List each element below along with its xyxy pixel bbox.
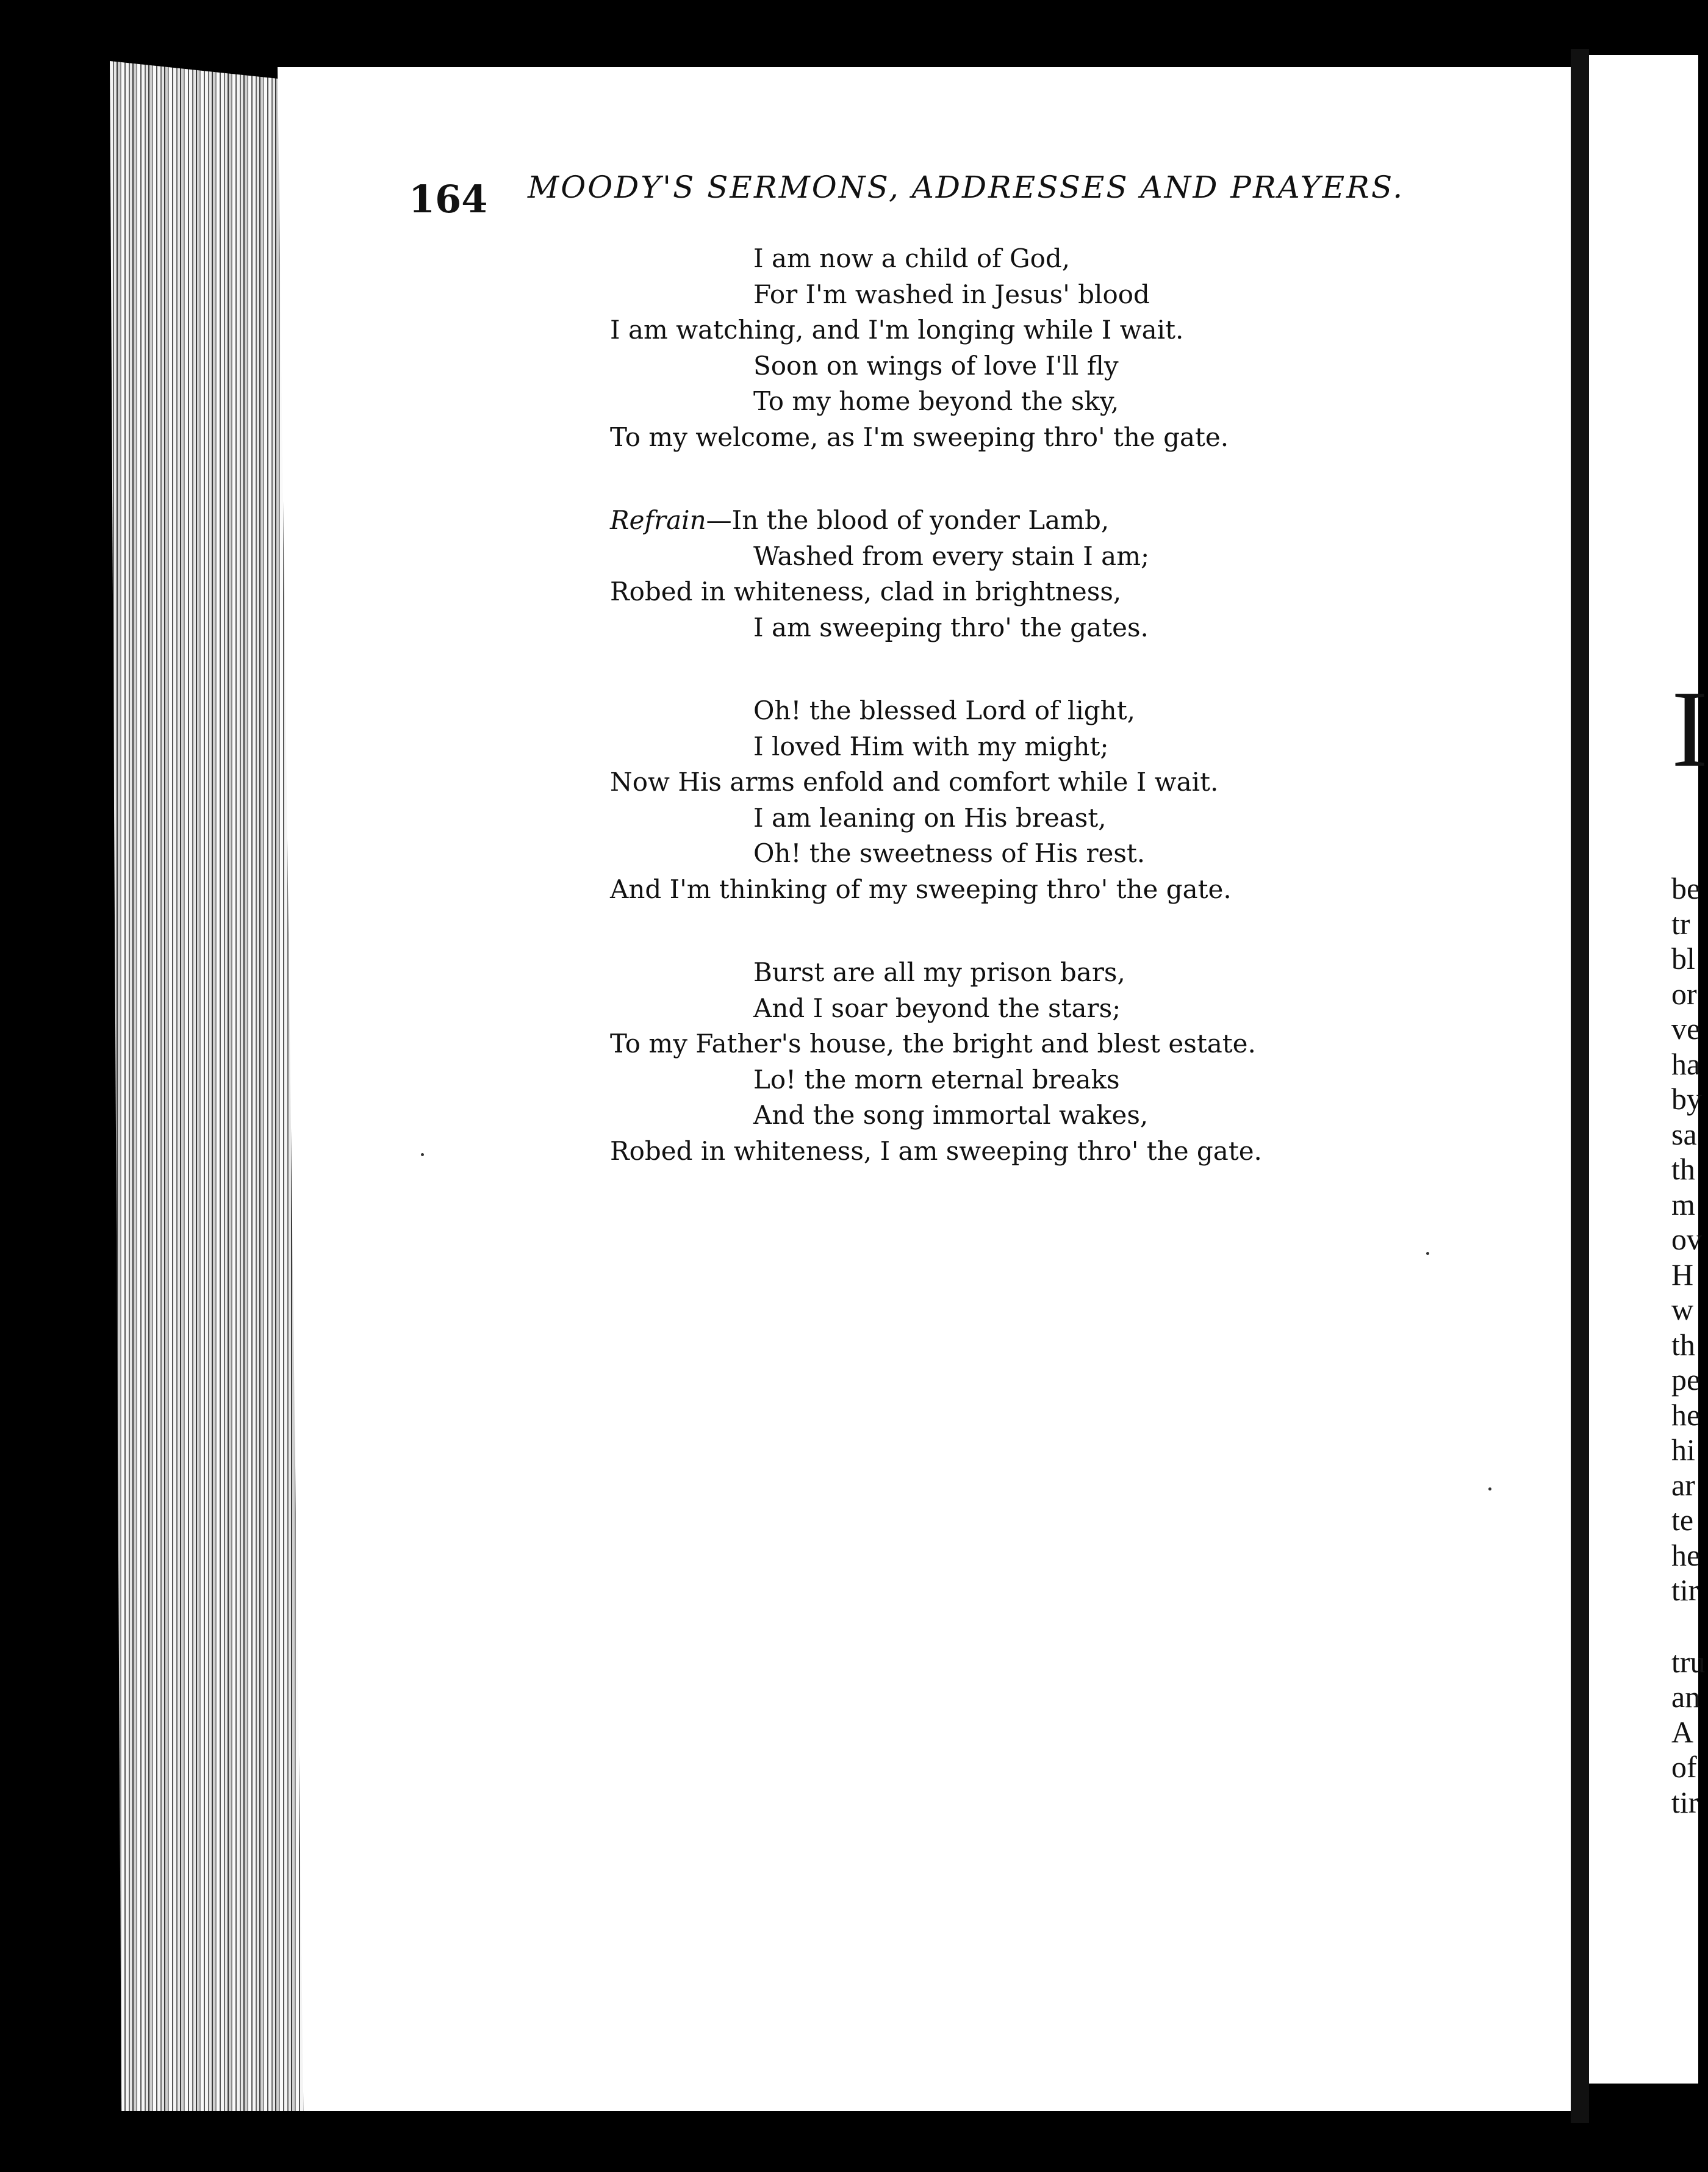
right-page-fragment: be: [1671, 871, 1701, 905]
right-page-fragment: ov: [1671, 1222, 1702, 1256]
poem-line: For I'm washed in Jesus' blood: [753, 279, 1150, 309]
right-page-fragment: m: [1671, 1187, 1695, 1221]
poem-line: Washed from every stain I am;: [753, 541, 1150, 571]
poem-line-text: —In the blood of yonder Lamb,: [706, 505, 1110, 535]
poem-line: To my home beyond the sky,: [753, 386, 1119, 416]
poem-line: I am now a child of God,: [753, 243, 1071, 273]
poem-line: I am watching, and I'm longing while I wait.: [610, 315, 1184, 345]
right-page-fragment: an: [1671, 1680, 1701, 1714]
poem-line: To my welcome, as I'm sweeping thro' the gate.: [610, 422, 1229, 452]
right-page-fragment: tir: [1671, 1785, 1699, 1819]
page-number: 164: [409, 177, 488, 221]
right-page-fragment: tru: [1671, 1644, 1706, 1679]
right-page-fragment: ar: [1671, 1467, 1695, 1502]
stanza: [610, 693, 1403, 907]
right-page-fragment: tir: [1671, 1573, 1699, 1607]
right-page: [1589, 55, 1708, 2084]
right-page-fragment: he: [1671, 1397, 1701, 1432]
hymn-text: [610, 241, 1403, 1217]
right-page-fragment: pe: [1671, 1362, 1701, 1397]
right-page-fragment: hi: [1671, 1433, 1695, 1467]
stanza: [610, 955, 1403, 1169]
right-page-fragment: or: [1671, 976, 1697, 1011]
poem-line: Oh! the sweetness of His rest.: [753, 838, 1146, 868]
poem-line: Oh! the blessed Lord of light,: [753, 696, 1135, 725]
poem-line: I am leaning on His breast,: [753, 802, 1107, 833]
poem-line: Lo! the morn eternal breaks: [753, 1064, 1120, 1095]
poem-line: To my Father's house, the bright and blest estate.: [610, 1029, 1256, 1059]
scan-speck: [1426, 1252, 1429, 1255]
right-page-fragment: te: [1671, 1503, 1694, 1537]
book-gutter: [1571, 49, 1589, 2123]
poem-line: Robed in whiteness, I am sweeping thro' the gate.: [610, 1135, 1262, 1166]
stanza: [610, 241, 1403, 455]
poem-line: [610, 503, 1403, 539]
right-page-fragment: w: [1671, 1292, 1694, 1326]
refrain-label: Refrain: [610, 505, 706, 535]
right-page-fragment: he: [1671, 1537, 1701, 1572]
poem-line: Soon on wings of love I'll fly: [753, 350, 1119, 381]
poem-line: Robed in whiteness, clad in brightness,: [610, 577, 1122, 606]
running-head: MOODY'S SERMONS, ADDRESSES AND PRAYERS.: [528, 170, 1405, 205]
right-page-fragment: th: [1671, 1327, 1695, 1362]
poem-line: I loved Him with my might;: [753, 731, 1109, 761]
poem-line: Burst are all my prison bars,: [753, 957, 1125, 987]
right-page-fragment: of: [1671, 1750, 1697, 1784]
drop-cap-letter: I: [1671, 668, 1708, 789]
page-edges: [110, 61, 305, 2111]
poem-line: And I soar beyond the stars;: [753, 993, 1121, 1023]
right-page-fragment: ha: [1671, 1046, 1701, 1081]
right-page-fragment: sa: [1671, 1117, 1697, 1151]
poem-line: Now His arms enfold and comfort while I wait.: [610, 767, 1219, 797]
poem-line: And the song immortal wakes,: [753, 1100, 1149, 1130]
poem-line: I am sweeping thro' the gates.: [753, 612, 1149, 642]
scan-speck: [421, 1153, 424, 1156]
paragraph-gap: [1671, 1608, 1706, 1645]
right-page-fragments: [1671, 871, 1706, 1820]
right-page-fragment: tr: [1671, 906, 1690, 941]
poem-line: And I'm thinking of my sweeping thro' the gate.: [610, 874, 1232, 904]
right-page-fragment: A: [1671, 1714, 1694, 1749]
right-page-fragment: by: [1671, 1082, 1702, 1116]
right-page-fragment: ve: [1671, 1012, 1701, 1046]
stanza: [610, 503, 1403, 645]
right-page-fragment: bl: [1671, 941, 1695, 976]
right-page-fragment: th: [1671, 1152, 1695, 1186]
right-page-fragment: H: [1671, 1257, 1694, 1292]
scan-speck: [1488, 1487, 1491, 1491]
